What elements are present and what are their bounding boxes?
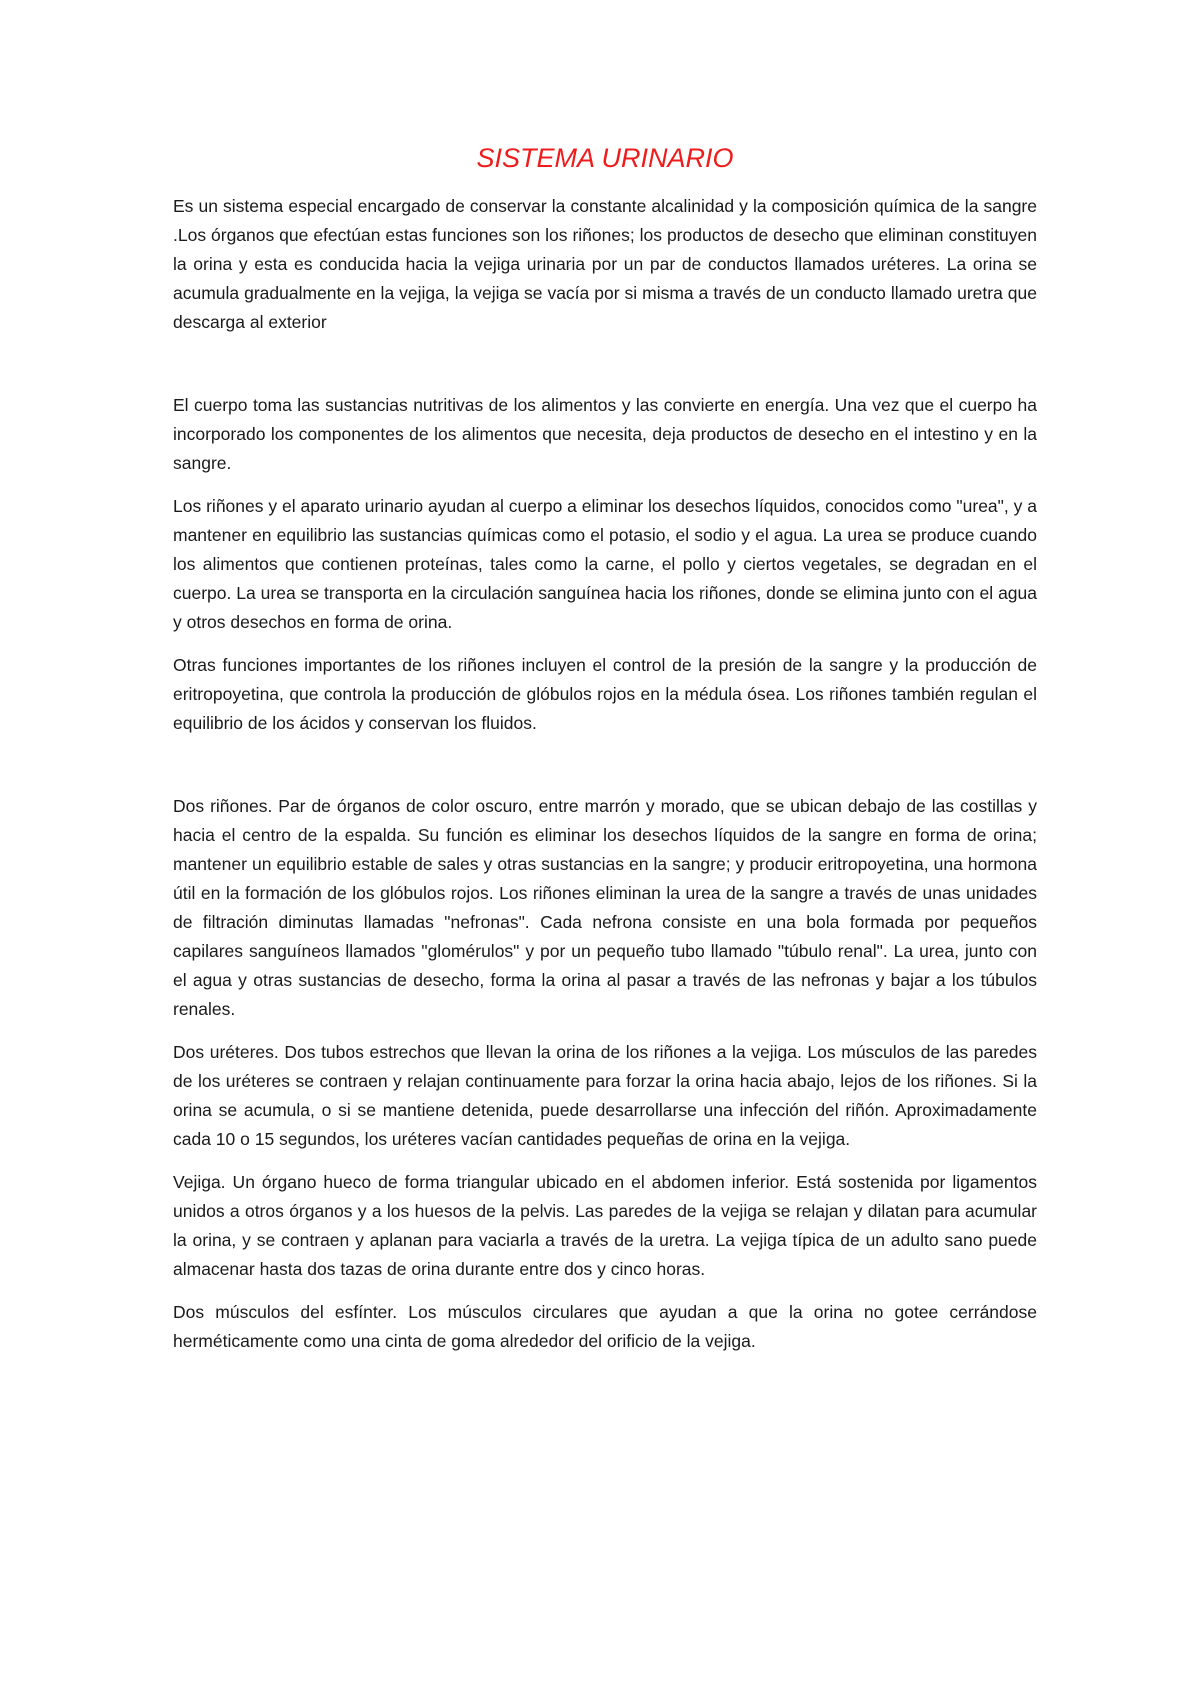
- paragraph-bladder: Vejiga. Un órgano hueco de forma triangular ubicado en el abdomen inferior. Está sostenida por ligamentos unidos a otros órganos y a los huesos de la pelvis. Las paredes de la vejiga se relajan y dilatan para acumular la orina, y se contraen y aplanan para vaciarla a través de la uretra. La vejiga típica de un adulto sano puede almacenar hasta dos tazas de orina durante entre dos y cinco horas.: [173, 1172, 1037, 1279]
- document-title: SISTEMA URINARIO: [476, 143, 734, 173]
- paragraph-kidneys-urea: Los riñones y el aparato urinario ayudan al cuerpo a eliminar los desechos líquidos, conocidos como "urea", y a mantener en equilibrio las sustancias químicas como el potasio, el sodio y el agua. La urea se produce cuando los alimentos que contienen proteínas, tales como la carne, el pollo y ciertos vegetales, se degradan en el cuerpo. La urea se transporta en la circulación sanguínea hacia los riñones, donde se elimina junto con el agua y otros desechos en forma de orina.: [173, 496, 1037, 632]
- paragraph-intro: Es un sistema especial encargado de conservar la constante alcalinidad y la composición química de la sangre .Los órganos que efectúan estas funciones son los riñones; los productos de desecho que eliminan constituyen la orina y esta es conducida hacia la vejiga urinaria por un par de conductos llamados uréteres. La orina se acumula gradualmente en la vejiga, la vejiga se vacía por si misma a través de un conducto llamado uretra que descarga al exterior: [173, 196, 1037, 332]
- paragraph-sphincter: Dos músculos del esfínter. Los músculos circulares que ayudan a que la orina no gotee cerrándose herméticamente como una cinta de goma alrededor del orificio de la vejiga.: [173, 1302, 1037, 1351]
- paragraph-two-kidneys: Dos riñones. Par de órganos de color oscuro, entre marrón y morado, que se ubican debajo de las costillas y hacia el centro de la espalda. Su función es eliminar los desechos líquidos de la sangre en forma de orina; mantener un equilibrio estable de sales y otras sustancias en la sangre; y producir eritropoyetina, una hormona útil en la formación de los glóbulos rojos. Los riñones eliminan la urea de la sangre a través de unas unidades de filtración diminutas llamadas "nefronas". Cada nefrona consiste en una bola formada por pequeños capilares sanguíneos llamados "glomérulos" y por un pequeño tubo llamado "túbulo renal". La urea, junto con el agua y otras sustancias de desecho, forma la orina al pasar a través de las nefronas y bajar a los túbulos renales.: [173, 796, 1037, 1019]
- document-page: [173, 140, 1037, 1356]
- paragraph-body-energy: El cuerpo toma las sustancias nutritivas de los alimentos y las convierte en energía. Una vez que el cuerpo ha incorporado los componentes de los alimentos que necesita, deja productos de desecho en el intestino y en la sangre.: [173, 395, 1037, 473]
- paragraph-other-functions: Otras funciones importantes de los riñones incluyen el control de la presión de la sangre y la producción de eritropoyetina, que controla la producción de glóbulos rojos en la médula ósea. Los riñones también regulan el equilibrio de los ácidos y conservan los fluidos.: [173, 655, 1037, 733]
- paragraph-two-ureters: Dos uréteres. Dos tubos estrechos que llevan la orina de los riñones a la vejiga. Los músculos de las paredes de los uréteres se contraen y relajan continuamente para forzar la orina hacia abajo, lejos de los riñones. Si la orina se acumula, o si se mantiene detenida, puede desarrollarse una infección del riñón. Aproximadamente cada 10 o 15 segundos, los uréteres vacían cantidades pequeñas de orina en la vejiga.: [173, 1042, 1037, 1149]
